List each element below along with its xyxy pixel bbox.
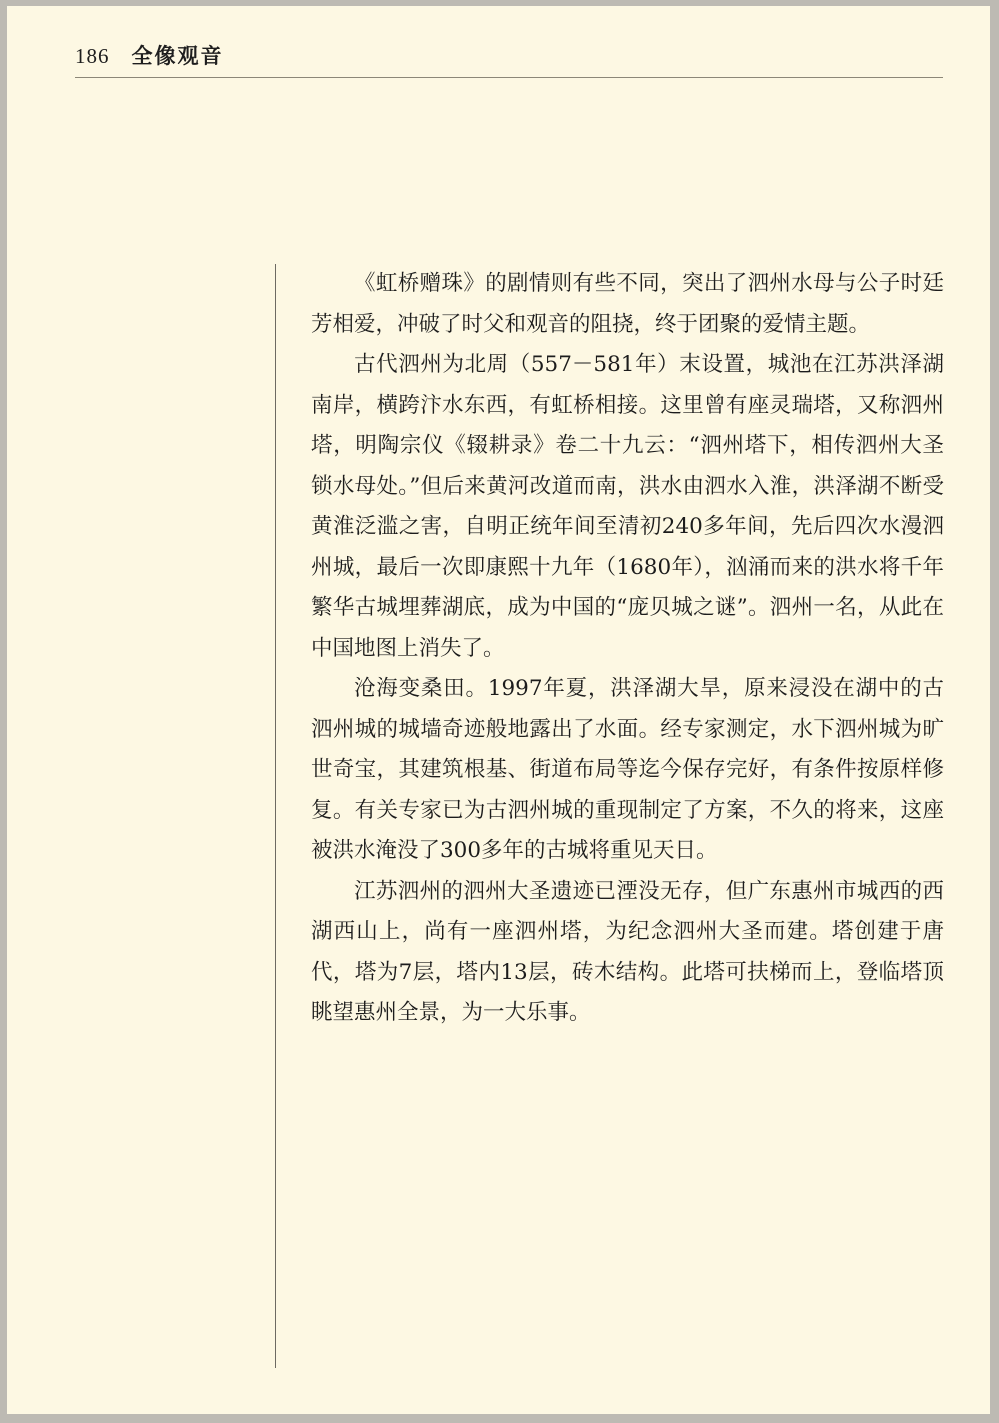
paragraph: 古代泗州为北周（557－581年）末设置，城池在江苏洪泽湖南岸，横跨汴水东西，有虹桥相接。这里曾有座灵瑞塔，又称泗州塔，明陶宗仪《辍耕录》卷二十九云：“泗州塔下，相传泗州大圣锁水母处。”但后来黄河改道而南，洪水由泗水入淮，洪泽湖不断受黄淮泛滥之害，自明正统年间至清初240多年间，先后四次水漫泗州城，最后一次即康熙十九年（1680年），汹涌而来的洪水将千年繁华古城埋葬湖底，成为中国的“庞贝城之谜”。泗州一名，从此在中国地图上消失了。	[311, 352, 944, 661]
running-header	[75, 40, 224, 76]
paragraph: 《虹桥赠珠》的剧情则有些不同，突出了泗州水母与公子时廷芳相爱，冲破了时父和观音的阻挠，终于团聚的爱情主题。	[311, 271, 944, 337]
page-number: 186	[75, 44, 110, 68]
book-page	[7, 6, 990, 1414]
header-divider	[75, 77, 943, 78]
body-text	[311, 264, 944, 1034]
book-title: 全像观音	[131, 44, 224, 68]
paragraph: 沧海变桑田。1997年夏，洪泽湖大旱，原来浸没在湖中的古泗州城的城墙奇迹般地露出了水面。经专家测定，水下泗州城为旷世奇宝，其建筑根基、街道布局等迄今保存完好，有条件按原样修复。有关专家已为古泗州城的重现制定了方案，不久的将来，这座被洪水淹没了300多年的古城将重见天日。	[311, 676, 944, 863]
paragraph: 江苏泗州的泗州大圣遗迹已湮没无存，但广东惠州市城西的西湖西山上，尚有一座泗州塔，为纪念泗州大圣而建。塔创建于唐代，塔为7层，塔内13层，砖木结构。此塔可扶梯而上，登临塔顶眺望惠州全景，为一大乐事。	[311, 878, 944, 1025]
margin-rule	[275, 264, 276, 1368]
